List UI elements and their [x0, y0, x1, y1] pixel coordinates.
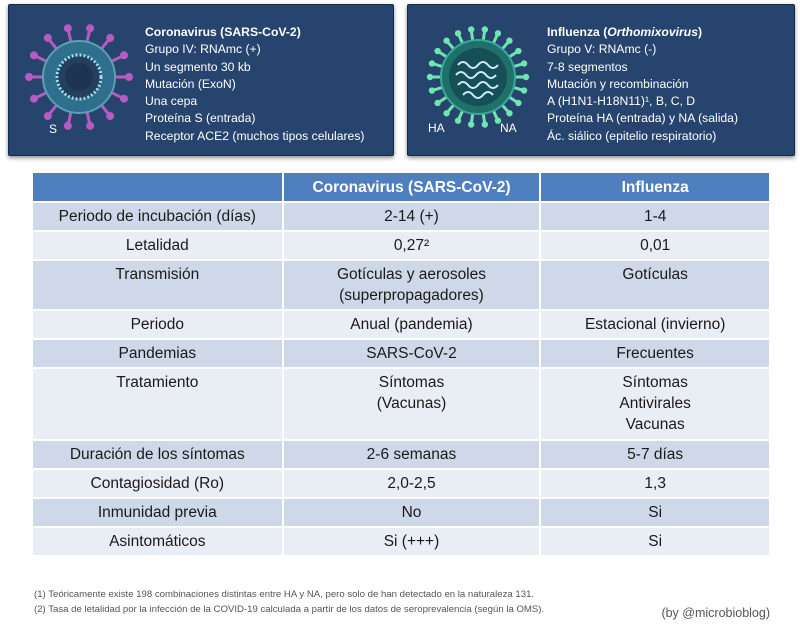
cell-line: 5-7 días	[627, 446, 684, 463]
virus-spike-head	[468, 121, 474, 127]
influenza-line: Grupo V: RNAmc (-)	[547, 42, 657, 57]
footnote-1: (1) Teóricamente existe 198 combinaciones distintas entre HA y NA, pero solo de han detectado en la naturaleza 131.	[34, 589, 535, 600]
virus-spike-head	[468, 26, 474, 32]
virus-spike-head	[44, 34, 52, 42]
table-header-row	[33, 173, 770, 202]
influenza-line: A (H1N1-H18N11)¹, B, C, D	[547, 94, 696, 109]
cell-line: 2-14 (+)	[384, 208, 439, 225]
cell-line: 0,01	[640, 237, 671, 254]
coronavirus-cell	[283, 310, 541, 339]
virus-spike-head	[429, 87, 435, 93]
cell-line: Gotículas	[622, 266, 688, 283]
virus-spike-head	[25, 73, 33, 81]
virus-spike-head	[125, 73, 133, 81]
influenza-cell	[540, 368, 770, 440]
table-row	[33, 527, 770, 556]
coronavirus-cell	[283, 368, 541, 440]
cell-line: Frecuentes	[616, 345, 694, 362]
cell-line: (superpropagadores)	[339, 287, 484, 304]
cell-line: No	[401, 504, 422, 521]
virus-spike-head	[64, 24, 72, 32]
coronavirus-cell	[283, 339, 541, 368]
virus-spike-head	[482, 26, 488, 32]
virus-spike-head	[482, 121, 488, 127]
virus-spike-head	[434, 48, 440, 54]
virus-spike-head	[120, 95, 128, 103]
table-row	[33, 231, 770, 260]
virus-spike-head	[521, 60, 527, 66]
cell-line: 0,27²	[393, 237, 430, 254]
influenza-line: Proteína HA (entrada) y NA (salida)	[547, 111, 739, 126]
influenza-cell	[540, 339, 770, 368]
cell-line: Anual (pandemia)	[350, 316, 473, 333]
virus-spike-head	[515, 48, 521, 54]
comparison-table	[33, 173, 771, 557]
coronavirus-line: Un segmento 30 kb	[145, 59, 251, 74]
row-label: Pandemias	[33, 339, 283, 368]
spike-protein-label: S	[49, 122, 58, 136]
cell-line: Gotículas y aerosoles	[336, 266, 486, 283]
coronavirus-cell	[283, 260, 541, 310]
table-header-influenza: Influenza	[540, 173, 770, 202]
coronavirus-cell	[283, 202, 541, 231]
influenza-cell	[540, 498, 770, 527]
cell-line: Antivirales	[619, 395, 691, 412]
row-label: Tratamiento	[33, 368, 283, 440]
table-row	[33, 260, 770, 310]
cell-line: Vacunas	[625, 416, 685, 433]
virus-spike-head	[434, 100, 440, 106]
coronavirus-line: Receptor ACE2 (muchos tipos celulares)	[145, 128, 365, 143]
cell-line: 1-4	[643, 208, 667, 225]
virus-spike-head	[120, 51, 128, 59]
virus-spike-head	[443, 38, 449, 44]
influenza-card	[407, 4, 795, 156]
coronavirus-line: Mutación (ExoN)	[145, 76, 236, 91]
virus-spike-head	[443, 110, 449, 116]
author-credit: (by @microbioblog)	[661, 606, 770, 620]
table-header-blank	[33, 173, 283, 202]
cell-line: 2,0-2,5	[387, 475, 436, 492]
virus-spike-head	[86, 24, 94, 32]
cell-line: 1,3	[644, 475, 666, 492]
virus-spike-head	[44, 112, 52, 120]
coronavirus-illustration	[19, 15, 144, 145]
cell-line: Si (+++)	[383, 533, 440, 550]
virus-spike-head	[495, 30, 501, 36]
coronavirus-cell	[283, 527, 541, 556]
virus-spike-head	[30, 95, 38, 103]
table-row	[33, 469, 770, 498]
hemagglutinin-label: HA	[428, 121, 445, 135]
influenza-line: 7-8 segmentos	[547, 59, 628, 74]
influenza-cell	[540, 527, 770, 556]
cell-line: Síntomas	[622, 374, 688, 391]
virus-spike-head	[106, 34, 114, 42]
coronavirus-line: Proteína S (entrada)	[145, 111, 256, 126]
virus-spike-head	[429, 60, 435, 66]
table-header-coronavirus: Coronavirus (SARS-CoV-2)	[283, 173, 541, 202]
row-label: Transmisión	[33, 260, 283, 310]
table-row	[33, 368, 770, 440]
virus-spike-head	[515, 100, 521, 106]
virus-spike-head	[427, 74, 433, 80]
table-row	[33, 202, 770, 231]
coronavirus-cell	[283, 498, 541, 527]
cell-line: Síntomas	[378, 374, 445, 391]
row-label: Inmunidad previa	[33, 498, 283, 527]
coronavirus-cell	[283, 440, 541, 469]
coronavirus-cell	[283, 231, 541, 260]
coronavirus-description	[145, 24, 364, 145]
virus-spike-head	[30, 51, 38, 59]
influenza-cell	[540, 231, 770, 260]
coronavirus-line: Una cepa	[145, 94, 198, 109]
influenza-cell	[540, 260, 770, 310]
cell-line: (Vacunas)	[376, 395, 447, 412]
influenza-line: Ác. siálico (epitelio respiratorio)	[547, 128, 717, 143]
neuraminidase-label: NA	[500, 121, 517, 135]
row-label: Letalidad	[33, 231, 283, 260]
coronavirus-cell	[283, 469, 541, 498]
row-label: Duración de los síntomas	[33, 440, 283, 469]
virus-spike-head	[106, 112, 114, 120]
influenza-cell	[540, 310, 770, 339]
virus-spike-head	[506, 38, 512, 44]
coronavirus-line: Grupo IV: RNAmc (+)	[145, 42, 261, 57]
row-label: Periodo de incubación (días)	[33, 202, 283, 231]
virus-spike-head	[64, 122, 72, 130]
footnote-2: (2) Tasa de letalidad por la infección de la COVID-19 calculada a partir de los datos de seroprevalencia (según la OMS).	[34, 603, 545, 615]
cell-line: 2-6 semanas	[366, 446, 457, 463]
virus-spike-head	[521, 87, 527, 93]
table-row	[33, 310, 770, 339]
row-label: Contagiosidad (Ro)	[33, 469, 283, 498]
influenza-description	[547, 24, 738, 145]
coronavirus-card	[8, 4, 394, 156]
influenza-cell	[540, 469, 770, 498]
footnotes	[34, 588, 544, 617]
table-row	[33, 339, 770, 368]
virus-spike-head	[86, 122, 94, 130]
influenza-cell	[540, 202, 770, 231]
cell-line: Estacional (invierno)	[584, 316, 726, 333]
influenza-line: Mutación y recombinación	[547, 76, 689, 91]
influenza-title: Influenza (Orthomixovirus)	[547, 25, 703, 39]
cell-line: Si	[648, 533, 663, 550]
coronavirus-title: Coronavirus (SARS-CoV-2)	[145, 25, 301, 39]
influenza-cell	[540, 440, 770, 469]
virus-spike-head	[455, 30, 461, 36]
virus-spike-head	[506, 110, 512, 116]
row-label: Periodo	[33, 310, 283, 339]
table-row	[33, 440, 770, 469]
virus-spike-head	[523, 74, 529, 80]
virus-spike-head	[455, 117, 461, 123]
cell-line: Si	[648, 504, 663, 521]
table-row	[33, 498, 770, 527]
cell-line: SARS-CoV-2	[366, 345, 457, 362]
row-label: Asintomáticos	[33, 527, 283, 556]
